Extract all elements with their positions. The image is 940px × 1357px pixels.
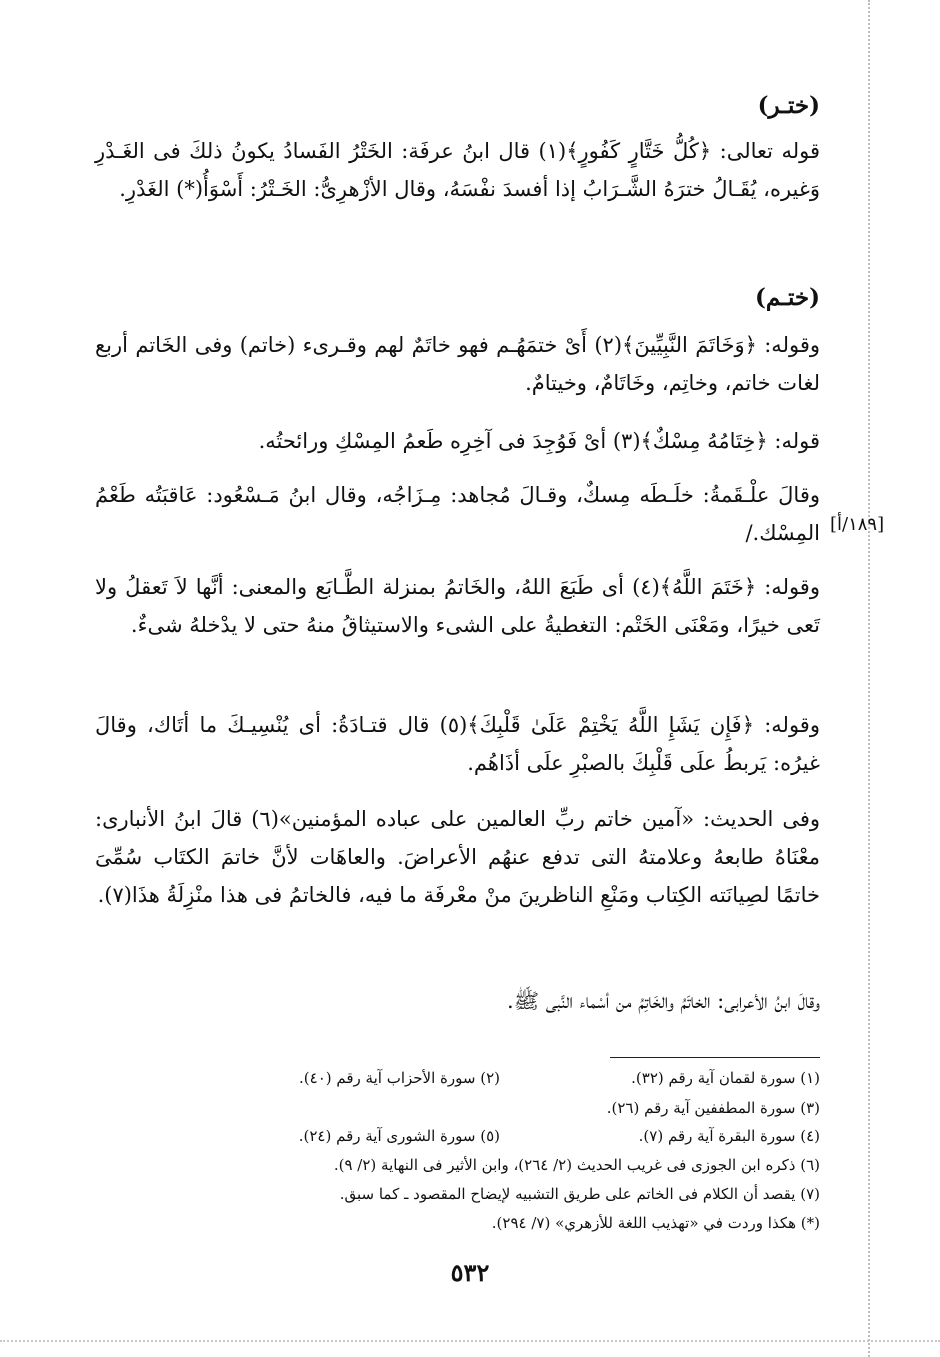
paragraph-khitamuhu-misk: قوله: ﴿خِتَامُهُ مِسْكٌ﴾(٣) أىْ فَوُجِدَ فى آخِرِه طَعمُ المِسْكِ ورائحتُه. [258,429,820,453]
section-heading-khatr: (ختـر) [757,92,820,119]
paragraph-ibn-alarabi: وقالَ ابنُ الأعرابى: الخاتَمُ والخَاتِمُ من أسْماء النَّبى ﷺ. [507,989,820,1013]
manuscript-folio-reference: [١٨٩/أ] [830,514,885,535]
footnote-separator [610,1057,820,1058]
page-number: ٥٣٢ [450,1258,490,1287]
footnote-3: (٣) سورة المطففين آية رقم (٢٦). [606,1099,820,1117]
footnote-7: (٧) يقصد أن الكلام فى الخاتم على طريق التشبيه لإيضاح المقصود ـ كما سبق. [339,1185,820,1203]
footnote-1: (١) سورة لقمان آية رقم (٣٢). [631,1069,820,1087]
bottom-dotted-line [0,1340,940,1342]
paragraph-alqama: وقالَ علْـقَمةُ: خلَـطَه مِسكٌ، وقـالَ مُجاهد: مِـزَاجُه، وقال ابنُ مَـسْعُود: عَاقبَتُه طَعْمُ المِسْك./ [95,483,820,545]
paragraph-yakhtim-qalbik: وقوله: ﴿فَإِن يَشَإِ اللَّهُ يَخْتِمْ عَلَىٰ قَلْبِكَ﴾(٥) قال قتـادَةُ: أى يُنْسِيـكَ ما أتَاك، وقالَ غيرُه: يَربطُ علَى قَلْبِكَ بالصبْرِ علَى أذَاهُم. [95,713,820,775]
paragraph-khatam-nabiyyin: وقوله: ﴿وَخَاتَمَ النَّبِيِّينَ﴾(٢) أَىْ ختمَهُـم فهو خاتَمٌ لهم وقـرىء (خاتم) وفى الخَاتم أربع لغات خاتم، وخاتِم، وخَاتَامٌ، وخيتامٌ. [95,333,820,395]
section-heading-khatm: (ختـم) [755,284,820,311]
footnote-2: (٢) سورة الأحزاب آية رقم (٤٠). [299,1069,500,1087]
paragraph-hadith-amin: وفى الحديث: «آمين خاتم ربِّ العالمين على عباده المؤمنين»(٦) قالَ ابنُ الأنبارى: معْنَاهُ طابعهُ وعلامتهُ التى تدفع عنهُم الأعراضَ. والعاهَات لأنَّ خاتمَ الكتَاب سُمِّىَ خاتمًا لصِيانَته الكِتاب ومَنْعِ الناظرينَ منْ معْرفَة ما فيه، فالخاتمُ فى هذا منْزِلَةُ هذَا(٧). [95,807,820,907]
footnote-5: (٥) سورة الشورى آية رقم (٢٤). [298,1127,500,1145]
paragraph-khattar: قوله تعالى: ﴿كُلُّ خَتَّارٍ كَفُورٍ﴾(١) قال ابنُ عرفَة: الخَتْرُ الفَسادُ يكونُ ذلكَ فى الغَـدْرِ وَغيره، يُقَـالُ خترَهُ الشَّـرَابُ إذا أفسدَ نفْسَهُ، وقال الأزْهرِىُّ: الخَـتْرُ: أَسْوَأُ(*) الغَدْرِ. [95,139,820,201]
paragraph-khatama-allah: وقوله: ﴿خَتَمَ اللَّهُ﴾(٤) أى طَبَعَ اللهُ، والخَاتمُ بمنزلة الطَّـابَع والمعنى: أنَّها لاَ تَعقلُ ولا تَعى خيرًا، ومَعْنَى الخَتْم: التغطيةُ على الشىء والاستيثاقُ منهُ حتى لا يدْخلهُ شىءٌ. [95,575,820,637]
footnote-6: (٦) ذكره ابن الجوزى فى غريب الحديث (٢/ ٢٦٤)، وابن الأثير فى النهاية (٢/ ٩). [333,1156,820,1174]
footnote-4: (٤) سورة البقرة آية رقم (٧). [638,1127,820,1145]
margin-dotted-line [868,0,870,1357]
footnote-star: (*) هكذا وردت في «تهذيب اللغة للأزهري» (٧/ ٢٩٤). [491,1214,820,1232]
